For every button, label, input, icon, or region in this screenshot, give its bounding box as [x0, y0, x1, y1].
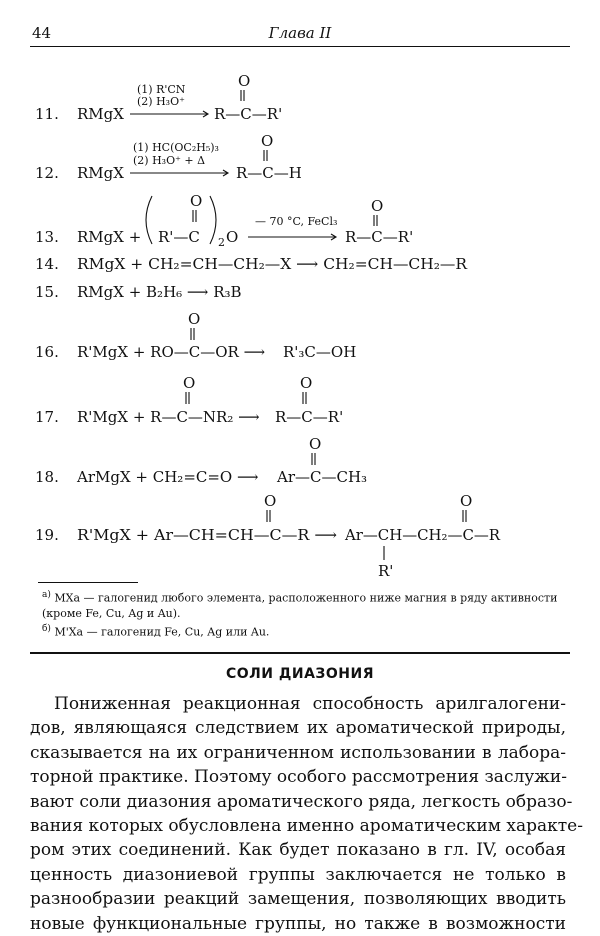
svg-text:O: O	[190, 192, 203, 210]
reaction-17	[35, 374, 343, 426]
condition-top: — 70 °C, FeCl₃	[255, 215, 338, 228]
chapter-title: Глава II	[268, 24, 332, 42]
footnote-mark: б)	[42, 624, 51, 634]
reaction-14	[35, 255, 468, 273]
oxygen-label: O	[460, 492, 473, 510]
footnote-a	[42, 588, 562, 621]
condition-top: (1) R'CN	[137, 83, 186, 96]
product: R'₃C—OH	[283, 343, 357, 361]
oxygen-label: O	[238, 72, 251, 90]
product: Ar—CH—CH₂—C—R	[344, 526, 501, 544]
svg-text:O: O	[226, 228, 239, 246]
text-line: разнообразии реакций замещения, позволяющих вводить	[30, 889, 566, 910]
reactant: R'MgX + R—C—NR₂ ⟶	[77, 408, 260, 426]
footnote-b	[42, 622, 562, 640]
text-line: вают соли диазония ароматического ряда, легкость образо-	[30, 791, 573, 812]
reaction-number: 14.	[35, 255, 59, 273]
reactant: RMgX	[77, 105, 124, 123]
reaction-number: 13.	[35, 228, 59, 246]
text-line: сказывается на их ограниченном использовании в лабора-	[30, 742, 566, 763]
anhydride-fragment: R'—C	[158, 228, 200, 246]
reaction-scheme	[0, 60, 600, 580]
oxygen-label: O	[188, 310, 201, 328]
text-line: ром этих соединений. Как будет показано в гл. IV, особая	[30, 840, 566, 861]
oxygen-label: O	[309, 435, 322, 453]
reaction-13	[35, 192, 413, 249]
product: R—C—R'	[345, 228, 414, 246]
oxygen-label: O	[371, 197, 384, 215]
reaction-number: 18.	[35, 468, 59, 486]
oxygen-label: O	[183, 374, 196, 392]
reaction-16	[35, 310, 356, 361]
header-rule	[30, 46, 570, 47]
reaction-number: 17.	[35, 408, 59, 426]
footnote-mark: а)	[42, 590, 51, 600]
body-paragraph	[30, 692, 583, 936]
text-line: новые функциональные группы, но также в возможности	[30, 913, 566, 934]
reactant: R'MgX + RO—C—OR ⟶	[77, 343, 266, 361]
svg-text:2: 2	[218, 236, 225, 249]
reaction-number: 16.	[35, 343, 59, 361]
reaction-19	[35, 492, 501, 580]
footnote-rule	[38, 582, 138, 583]
text-line: торной практике. Поэтому особого рассмотрения заслужи-	[30, 767, 567, 788]
reaction-number: 19.	[35, 526, 59, 544]
section-rule	[30, 652, 570, 654]
reaction-number: 15.	[35, 283, 59, 301]
reaction-11	[35, 72, 282, 123]
oxygen-label: O	[300, 374, 313, 392]
reaction-12	[35, 132, 302, 182]
section-title: СОЛИ ДИАЗОНИЯ	[226, 666, 374, 682]
page-number: 44	[32, 24, 52, 42]
text-line: Пониженная реакционная способность арилгалогени-	[54, 694, 566, 714]
reactant: RMgX	[77, 164, 124, 182]
reaction-equation: RMgX + CH₂=CH—CH₂—X ⟶ CH₂=CH—CH₂—R	[77, 255, 468, 273]
reaction-number: 11.	[35, 105, 59, 123]
condition-top: (1) HC(OC₂H₅)₃	[133, 141, 219, 154]
reaction-equation: RMgX + B₂H₆ ⟶ R₃B	[77, 283, 242, 301]
product: R—C—H	[236, 164, 302, 182]
product: R—C—R'	[214, 105, 283, 123]
substituent: R'	[378, 562, 394, 580]
reactant: R'MgX + Ar—CH=CH—C—R ⟶	[77, 526, 337, 544]
reaction-18	[35, 435, 367, 486]
text-line: ценность диазониевой группы заключается не только в	[30, 864, 566, 885]
text-line: вания которых обусловлена именно ароматическим характе-	[30, 816, 583, 837]
close-paren	[210, 196, 216, 244]
text-line: дов, являющаяся следствием их ароматической природы,	[30, 718, 566, 739]
page-header	[30, 22, 570, 44]
reaction-15	[35, 283, 242, 301]
oxygen-label: O	[264, 492, 277, 510]
footnote-text: MXa — галогенид любого элемента, расположенного ниже магния в ряду активности (кроме Fe, Cu, Ag и Au).	[42, 591, 558, 620]
footnote-text: M'Xa — галогенид Fe, Cu, Ag или Au.	[54, 625, 270, 639]
oxygen-label: O	[261, 132, 274, 150]
condition-bottom: (2) H₃O⁺ + Δ	[133, 154, 206, 167]
reactant: ArMgX + CH₂=C=O ⟶	[77, 468, 259, 486]
reaction-number: 12.	[35, 164, 59, 182]
reactant: RMgX +	[77, 228, 142, 246]
product: Ar—C—CH₃	[277, 468, 368, 486]
open-paren	[146, 196, 152, 244]
product: R—C—R'	[275, 408, 344, 426]
condition-bottom: (2) H₃O⁺	[137, 95, 185, 108]
